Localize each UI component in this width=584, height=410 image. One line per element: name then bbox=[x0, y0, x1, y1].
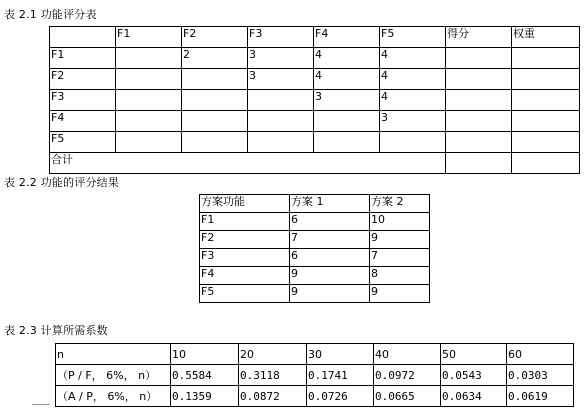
table-row bbox=[50, 111, 580, 132]
table3-cell: 0.1359 bbox=[171, 386, 239, 407]
table1-cell bbox=[512, 132, 580, 153]
table2-cell: F5 bbox=[200, 285, 290, 303]
table1-cell bbox=[314, 132, 380, 153]
table-row bbox=[50, 90, 580, 111]
table1-cell bbox=[512, 69, 580, 90]
table1-cell bbox=[446, 111, 512, 132]
table1-cell: 4 bbox=[314, 69, 380, 90]
table1-caption: 表 2.1 功能评分表 bbox=[4, 8, 97, 21]
table1-cell bbox=[446, 90, 512, 111]
table-row bbox=[56, 386, 574, 407]
table2-header-cell: 方案功能 bbox=[200, 195, 290, 213]
table-row bbox=[50, 48, 580, 69]
coefficient-table bbox=[55, 343, 574, 407]
function-score-table bbox=[49, 26, 580, 174]
table3-cell: 0.0619 bbox=[507, 386, 574, 407]
table1-cell: 3 bbox=[248, 69, 314, 90]
table1-cell: 3 bbox=[248, 48, 314, 69]
table1-cell bbox=[248, 111, 314, 132]
table1-cell: 4 bbox=[314, 48, 380, 69]
table3-cell: 0.0972 bbox=[374, 365, 441, 386]
table3-cell: 0.0665 bbox=[374, 386, 441, 407]
table2-cell: 9 bbox=[290, 285, 370, 303]
table1-cell bbox=[248, 132, 314, 153]
table1-total-label: 合计 bbox=[50, 153, 446, 174]
table1-cell: 4 bbox=[380, 48, 446, 69]
table1-cell bbox=[182, 90, 248, 111]
table2-cell: 9 bbox=[370, 285, 430, 303]
table1-header-row bbox=[50, 27, 580, 48]
table3-header-cell: 10 bbox=[171, 344, 239, 365]
table2-header-cell: 方案 1 bbox=[290, 195, 370, 213]
table-row bbox=[200, 267, 430, 285]
table2-cell: F1 bbox=[200, 213, 290, 231]
table1-cell bbox=[446, 69, 512, 90]
table1-cell bbox=[446, 48, 512, 69]
table-row bbox=[200, 249, 430, 267]
table2-cell: 7 bbox=[370, 249, 430, 267]
table3-header-cell: 40 bbox=[374, 344, 441, 365]
table2-cell: F3 bbox=[200, 249, 290, 267]
table1-header-cell: F1 bbox=[116, 27, 182, 48]
table1-cell: F3 bbox=[50, 90, 116, 111]
table1-cell bbox=[512, 153, 580, 174]
table2-header-cell: 方案 2 bbox=[370, 195, 430, 213]
table3-cell: 0.0726 bbox=[307, 386, 374, 407]
table3-row-label: （A / P， 6%， n） bbox=[56, 386, 171, 407]
table-row bbox=[56, 365, 574, 386]
table1-total-row bbox=[50, 153, 580, 174]
table2-cell: F2 bbox=[200, 231, 290, 249]
table1-cell bbox=[116, 48, 182, 69]
table-row bbox=[200, 285, 430, 303]
table1-cell: 3 bbox=[380, 111, 446, 132]
table1-cell bbox=[380, 132, 446, 153]
table1-cell bbox=[248, 90, 314, 111]
table1-cell: F4 bbox=[50, 111, 116, 132]
table3-header-cell: n bbox=[56, 344, 171, 365]
table2-cell: F4 bbox=[200, 267, 290, 285]
table2-cell: 9 bbox=[370, 231, 430, 249]
table1-cell: F1 bbox=[50, 48, 116, 69]
table1-header-cell bbox=[50, 27, 116, 48]
table3-header-cell: 20 bbox=[239, 344, 307, 365]
table-row bbox=[200, 213, 430, 231]
table1-header-cell: F4 bbox=[314, 27, 380, 48]
table1-cell bbox=[314, 111, 380, 132]
table1-cell bbox=[446, 132, 512, 153]
table2-cell: 9 bbox=[290, 267, 370, 285]
function-result-table bbox=[199, 194, 430, 303]
table3-cell: 0.0634 bbox=[441, 386, 507, 407]
table1-cell bbox=[512, 111, 580, 132]
table3-cell: 0.0872 bbox=[239, 386, 307, 407]
table1-header-cell: 得分 bbox=[446, 27, 512, 48]
table3-header-cell: 50 bbox=[441, 344, 507, 365]
table1-cell: F2 bbox=[50, 69, 116, 90]
table-row bbox=[50, 132, 580, 153]
table1-cell bbox=[116, 111, 182, 132]
table1-header-cell: F3 bbox=[248, 27, 314, 48]
table1-cell: 4 bbox=[380, 90, 446, 111]
table1-cell bbox=[512, 48, 580, 69]
table2-cell: 8 bbox=[370, 267, 430, 285]
table2-cell: 7 bbox=[290, 231, 370, 249]
table2-cell: 10 bbox=[370, 213, 430, 231]
table1-header-cell: F2 bbox=[182, 27, 248, 48]
table3-cell: 0.0543 bbox=[441, 365, 507, 386]
table3-cell: 0.0303 bbox=[507, 365, 574, 386]
table3-caption: 表 2.3 计算所需系数 bbox=[4, 324, 108, 337]
table3-header-cell: 30 bbox=[307, 344, 374, 365]
table3-header-row bbox=[56, 344, 574, 365]
table1-cell bbox=[182, 132, 248, 153]
table1-cell: 4 bbox=[380, 69, 446, 90]
table1-cell bbox=[512, 90, 580, 111]
table3-row-label: （P / F， 6%， n） bbox=[56, 365, 171, 386]
table3-cell: 0.5584 bbox=[171, 365, 239, 386]
table1-cell bbox=[116, 90, 182, 111]
table2-header-row bbox=[200, 195, 430, 213]
table-row bbox=[200, 231, 430, 249]
table1-cell bbox=[182, 69, 248, 90]
table3-header-cell: 60 bbox=[507, 344, 574, 365]
table1-cell: F5 bbox=[50, 132, 116, 153]
table2-cell: 6 bbox=[290, 249, 370, 267]
table1-header-cell: 权重 bbox=[512, 27, 580, 48]
table1-cell: 2 bbox=[182, 48, 248, 69]
table1-cell bbox=[116, 69, 182, 90]
table3-cell: 0.3118 bbox=[239, 365, 307, 386]
table2-caption: 表 2.2 功能的评分结果 bbox=[4, 176, 120, 189]
table1-cell bbox=[446, 153, 512, 174]
table2-cell: 6 bbox=[290, 213, 370, 231]
table1-header-cell: F5 bbox=[380, 27, 446, 48]
table1-cell bbox=[116, 132, 182, 153]
cropped-text-fragment bbox=[32, 404, 50, 407]
table3-cell: 0.1741 bbox=[307, 365, 374, 386]
table1-cell: 3 bbox=[314, 90, 380, 111]
table-row bbox=[50, 69, 580, 90]
table1-cell bbox=[182, 111, 248, 132]
